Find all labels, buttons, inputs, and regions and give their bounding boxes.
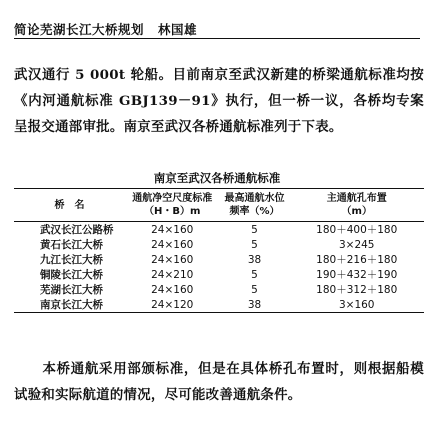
cell-clearance: 24×160 (151, 238, 194, 251)
header-frequency-line1: 最高通航水位 (224, 193, 285, 204)
cell-frequency: 5 (251, 268, 258, 281)
cell-bridge: 南京长江大桥 (40, 299, 103, 311)
table-row (14, 267, 424, 282)
paragraph-2 (14, 356, 424, 408)
cell-bridge: 九江长江大桥 (40, 254, 103, 266)
table-row (14, 282, 424, 297)
table-row (14, 222, 424, 238)
cell-frequency: 38 (247, 253, 262, 266)
cell-bridge: 铜陵长江大桥 (40, 269, 103, 281)
paragraph-1: 武汉通行 5 000t 轮船。目前南京至武汉新建的桥梁通航标准均按《内河通航标准 GBJ139－91》执行，但一桥一议，各桥均专案呈报交通部审批。南京至武汉各桥通航标准列于下表。 (14, 67, 424, 135)
header-title: 简论芜湖长江大桥规划 (14, 22, 145, 37)
table-row (14, 252, 424, 267)
cell-frequency: 5 (251, 283, 258, 296)
cell-span: 3×160 (338, 298, 375, 311)
cell-clearance: 24×160 (151, 283, 194, 296)
header-clearance (125, 189, 220, 222)
header-span (289, 189, 424, 222)
header-span-line1: 主通航孔布置 (326, 193, 387, 204)
navigation-standards-table (14, 188, 424, 313)
cell-bridge: 芜湖长江大桥 (40, 284, 103, 296)
header-rule (14, 38, 420, 39)
table-header-row (14, 189, 424, 222)
cell-span: 180＋312＋180 (316, 284, 398, 296)
running-header (14, 20, 420, 38)
table-row (14, 297, 424, 313)
paragraph-2-text: 本桥通航采用部颁标准，但是在具体桥孔布置时，则根据船模试验和实际航道的情况，尽可能改善通航条件。 (14, 361, 424, 403)
table-row (14, 237, 424, 252)
cell-frequency: 5 (251, 238, 258, 251)
cell-clearance: 24×210 (151, 268, 194, 281)
cell-clearance: 24×160 (151, 253, 194, 266)
cell-span: 190＋432＋190 (316, 269, 398, 281)
table-title: 南京至武汉各桥通航标准 (153, 171, 281, 185)
header-clearance-line2: （H・B）m (144, 206, 201, 217)
cell-frequency: 38 (247, 298, 262, 311)
header-clearance-line1: 通航净空尺度标准 (132, 193, 213, 204)
cell-bridge: 武汉长江公路桥 (40, 224, 114, 236)
cell-clearance: 24×120 (151, 298, 194, 311)
header-span-line2: （m） (341, 206, 372, 217)
cell-clearance: 24×160 (151, 223, 194, 236)
header-author: 林国雄 (158, 22, 198, 37)
cell-span: 180＋400＋180 (316, 224, 398, 236)
cell-bridge: 黄石长江大桥 (40, 239, 103, 251)
header-frequency-line2: 频率（%） (229, 206, 280, 217)
header-frequency (220, 189, 290, 222)
cell-span: 180＋216＋180 (316, 254, 398, 266)
header-bridge: 桥 名 (54, 199, 85, 211)
cell-frequency: 5 (251, 223, 258, 236)
cell-span: 3×245 (338, 238, 375, 251)
